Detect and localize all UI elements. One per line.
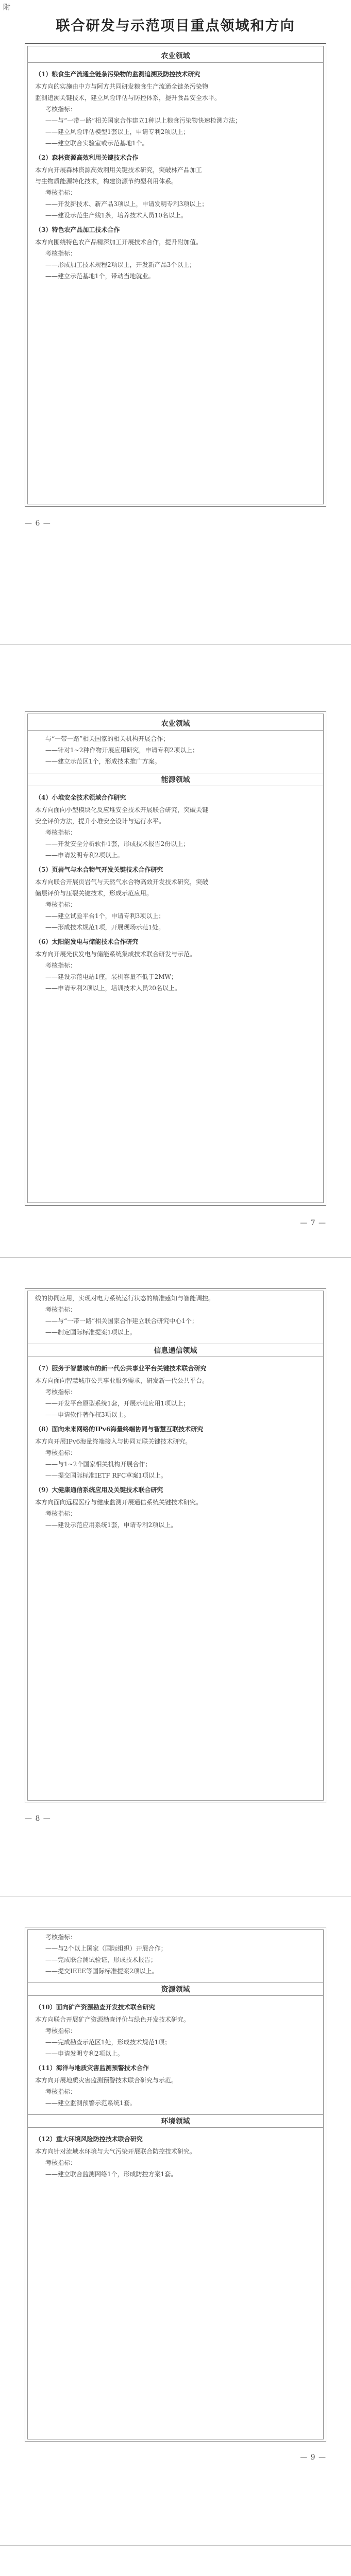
body-line: ——建设示范应用系统1套，申请专利2项以上。: [45, 1521, 177, 1529]
body-line: 与“一带一路”相关国家的相关机构开展合作；: [45, 735, 170, 742]
page: [0, 2555, 351, 2576]
page: [0, 685, 351, 1298]
body-line: 监测追溯关键技术，建立风险评估与防控体系，提升食品安全水平。: [35, 94, 221, 101]
body-line: ——开发平台原型系统1套，开展示范应用1项以上；: [45, 1400, 190, 1407]
body-line: ——与2个以上国家（国际组织）开展合作；: [45, 1945, 167, 1952]
body-line: ——完成联合测试验证，形成技术报告；: [45, 1956, 157, 1963]
page: [0, 0, 351, 613]
body-line: 安全评价方法，提升小堆安全设计与运行水平。: [35, 818, 165, 825]
item-heading: （2）森林资源高效利用关键技术合作: [35, 154, 139, 161]
body-line: 本方向面向远程医疗与健康监测开展通信系统关键技术研究。: [35, 1499, 203, 1506]
body-line: 考核指标：: [45, 2159, 77, 2166]
content-box: [25, 1927, 326, 2442]
body-line: ——提交IEEE等国际标准提案2项以上。: [45, 1968, 158, 1975]
body-line: 本方向开展地质灾害监测预警技术联合研究与示范。: [35, 2077, 178, 2084]
body-line: 考核指标：: [45, 901, 77, 908]
item-heading: （7）服务于智慧城市的新一代公共事业平台关键技术联合研究: [35, 1365, 207, 1372]
page-title: 联合研发与示范项目重点领域和方向: [56, 18, 295, 34]
content-frame: [27, 1291, 324, 1801]
body-line: ——申请发明专利2项以上。: [45, 852, 124, 859]
body-line: 考核指标：: [45, 2088, 77, 2095]
page-number: — 9 —: [300, 2453, 326, 2462]
body-line: 本方向面向智慧城市公共事业服务需求，研发新一代公共平台。: [35, 1377, 209, 1384]
body-line: 考核指标：: [45, 1934, 77, 1941]
body-line: ——建设示范电站1座，装机容量不低于2MW；: [45, 973, 177, 980]
body-line: ——建立示范区1个，形成技术推广方案。: [45, 758, 161, 765]
item-heading: （10）面向矿产资源勘查开发技术联合研究: [35, 2004, 155, 2011]
body-line: 本方向面向小型模块化反应堆安全技术开展联合研究，突破关键: [35, 806, 209, 814]
page-number: — 6 —: [25, 519, 51, 528]
body-line: 线的协同应用，实现对电力系统运行状态的精准感知与智能调控。: [35, 1295, 215, 1302]
body-line: ——建立联合监测网络1个，形成防控方案1套。: [45, 2171, 177, 2178]
section-heading: 环境领域: [28, 2114, 323, 2128]
body-line: 考核指标：: [45, 1510, 77, 1517]
page-number: — 7 —: [300, 1219, 326, 1227]
content-box: [25, 1288, 326, 1803]
body-line: 考核指标：: [45, 962, 77, 969]
body-line: 与生物质能源转化技术，构建资源节约型利用体系。: [35, 178, 178, 185]
item-heading: （8）面向未来网络的IPv6海量终端协同与智慧互联技术研究: [35, 1426, 204, 1433]
body-line: ——建立联合实验室或示范基地1个。: [45, 140, 148, 147]
body-line: ——制定国际标准提案1项以上。: [45, 1329, 136, 1336]
body-line: ——建立试验平台1个，申请专利3项以上；: [45, 912, 165, 920]
section-heading: 能源领域: [28, 773, 323, 786]
body-line: 考核指标：: [45, 189, 77, 196]
body-line: ——完成勘查示范区1处，形成技术规范1项；: [45, 2039, 171, 2046]
body-line: 本方向围绕特色农产品精深加工开展技术合作，提升附加值。: [35, 239, 203, 246]
content-frame: [27, 1929, 324, 2439]
body-line: 考核指标：: [45, 250, 77, 257]
body-line: 本方向开展光伏发电与储能系统集成技术联合研发与示范。: [35, 951, 196, 958]
item-heading: （6）太阳能发电与储能技术合作研究: [35, 938, 139, 945]
item-heading: （4）小堆安全技术领域合作研究: [35, 794, 126, 801]
body-line: ——开发安全分析软件1套，形成技术报告2份以上；: [45, 840, 190, 848]
body-line: 储层评价与压裂关键技术，形成示范应用。: [35, 890, 153, 897]
body-line: ——申请专利2项以上，培训技术人员20名以上。: [45, 985, 181, 992]
page: [0, 1267, 351, 1880]
content-frame: [27, 714, 324, 1203]
body-line: ——开发新技术、新产品3项以上，申请发明专利3项以上；: [45, 200, 208, 208]
body-line: 考核指标：: [45, 1306, 77, 1313]
page-gap: [0, 1257, 351, 1258]
body-line: 本方向联合开展页岩气与天然气水合物高效开发技术研究，突破: [35, 878, 209, 886]
page-number: — 8 —: [25, 1815, 51, 1823]
body-line: 考核指标：: [45, 106, 77, 113]
body-line: ——与“一带一路”相关国家合作建立联合研究中心1个；: [45, 1317, 198, 1325]
body-line: 考核指标：: [45, 1388, 77, 1396]
corner-label: 附: [3, 4, 10, 12]
item-heading: （9）大健康通信系统应用及关键技术联合研究: [35, 1486, 163, 1494]
body-line: ——建立示范基地1个，带动当地就业。: [45, 273, 155, 280]
body-line: ——申请软件著作权3项以上。: [45, 1411, 130, 1418]
item-heading: （12）重大环境风险防控技术联合研究: [35, 2136, 143, 2143]
body-line: 本方向的实施由中方与阿方共同研发粮食生产流通全链条污染物: [35, 83, 209, 90]
body-line: ——提交国际标准IETF RFC草案1项以上。: [45, 1472, 167, 1479]
page-gap: [0, 2545, 351, 2546]
body-line: ——形成加工技术规程2项以上，开发新产品3个以上；: [45, 261, 196, 268]
body-line: ——建设示范生产线1条，培养技术人员10名以上。: [45, 212, 187, 219]
body-line: ——建立监测预警示范系统1套。: [45, 2099, 136, 2107]
section-heading: 资源领域: [28, 1982, 323, 1996]
body-line: ——形成技术规范1项，开展现场示范1处。: [45, 924, 165, 931]
body-line: ——与1~2个国家相关机构开展合作；: [45, 1461, 152, 1468]
item-heading: （1）粮食生产流通全链条污染物的监测追溯及防控技术研究: [35, 71, 200, 78]
body-line: 考核指标：: [45, 2027, 77, 2035]
content-box: [25, 43, 326, 507]
body-line: 本方向联合开展矿产资源勘查评价与绿色开发技术研究。: [35, 2016, 190, 2023]
section-heading: 农业领域: [28, 49, 323, 63]
section-heading: 农业领域: [28, 717, 323, 731]
body-line: 考核指标：: [45, 829, 77, 836]
body-line: 考核指标：: [45, 1449, 77, 1456]
item-heading: （3）特色农产品加工技术合作: [35, 226, 120, 233]
content-box: [25, 711, 326, 1206]
body-line: ——针对1~2种作物开展应用研究，申请专利2项以上；: [45, 747, 198, 754]
item-heading: （5）页岩气与水合物气开发关键技术合作研究: [35, 866, 163, 873]
section-heading: 信息通信领域: [28, 1344, 323, 1357]
body-line: ——与“一带一路”相关国家合作建立1种以上粮食污染物快速检测方法；: [45, 117, 241, 124]
page: [0, 1906, 351, 2519]
body-line: 本方向针对流域水环境与大气污染开展联合防控技术研究。: [35, 2148, 196, 2155]
body-line: 本方向开展IPv6海量终端接入与协同互联关键技术研究。: [35, 1438, 192, 1445]
body-line: ——建立风险评估模型1套以上，申请专利2项以上；: [45, 128, 190, 135]
page-gap: [0, 644, 351, 645]
body-line: 本方向开展森林资源高效利用关键技术研究，突破林产品加工: [35, 166, 203, 174]
content-frame: [27, 46, 324, 504]
body-line: ——申请发明专利2项以上。: [45, 2050, 124, 2057]
item-heading: （11）海洋与地质灾害监测预警技术合作: [35, 2064, 149, 2072]
